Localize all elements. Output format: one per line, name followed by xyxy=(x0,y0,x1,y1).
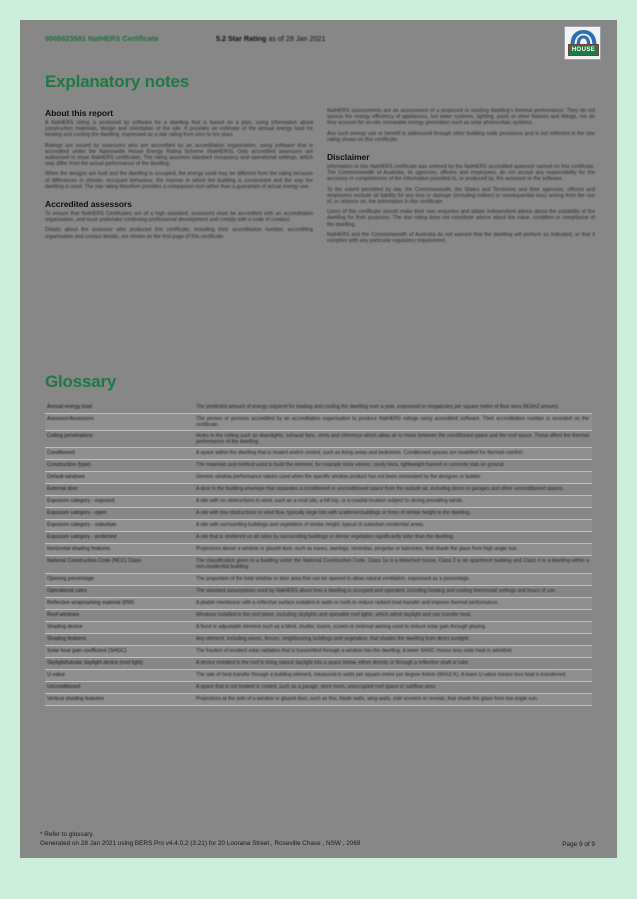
generated-line: Generated on 28 Jan 2021 using BERS Pro v4.4.0.2 (3.21) for 20 Loorana Street , Roseville Chase , NSW , 2069 xyxy=(40,840,361,847)
page-number: Page 9 of 9 xyxy=(562,841,595,848)
glossary-definition: A site that is sheltered on all sides by surrounding buildings or dense vegetation significantly taller than the dwelling. xyxy=(196,534,455,541)
glossary-term: Construction (type) xyxy=(47,462,91,469)
glossary-term: Exposure category - exposed xyxy=(47,498,115,505)
glossary-definition: Any element, including eaves, fences, neighbouring buildings and vegetation, that shades the dwelling from direct sunlight. xyxy=(196,635,470,642)
glossary-definition: The materials and method used to build the element, for example brick veneer, cavity brick, lightweight framed or concrete slab on ground. xyxy=(196,462,505,469)
glossary-term: Exposure category - open xyxy=(47,510,107,517)
notes-paragraph: When the designs are built and the dwelling is occupied, the energy used may be different from the rating because of differences in climate, occupant behaviour, the manner in which the building is constructed and the way the dwelling is used. The star rating therefore provides a comparison tool rather than a guarantee of actual energy use. xyxy=(45,171,313,190)
glossary-row xyxy=(45,574,592,586)
glossary-row xyxy=(45,448,592,460)
glossary-definition: Windows installed in the roof plane, including skylights and openable roof lights, which admit daylight and can transfer heat. xyxy=(196,611,472,618)
glossary-row xyxy=(45,586,592,598)
glossary-term: Roof windows xyxy=(47,611,80,618)
glossary-term: Exposure category - protected xyxy=(47,534,117,541)
notes-paragraph: To the extent permitted by law, the Commonwealth, the States and Territories and their agencies, officers and employees exclude all liability for any loss or damage (including indirect or consequential loss) arising from the use of, or reliance on, the information in this certificate. xyxy=(327,186,595,206)
glossary-row xyxy=(45,508,592,520)
notes-section-heading: Disclaimer xyxy=(327,152,370,163)
page-footer xyxy=(40,830,360,848)
notes-paragraph: Ratings are issued by assessors who are accredited by an accreditation organisation, using software that is accredited under the Nationwide House Energy Rating Scheme (NatHERS). Only accredited assessors are authorised to issue NatHERS certificates. The rating assumes standard occupancy and operational settings, which may differ from the actual performance of the dwelling. xyxy=(45,142,313,168)
glossary-term: Reflective wrap/sarking material (RW) xyxy=(47,599,134,606)
notes-paragraph: A NatHERS rating is produced by software for a dwelling that is based on a plan, using information about construction materials, design and orientation of the site. It provides an estimate of the annual energy load for heating and cooling the dwelling, expressed as a star rating from zero to ten stars. xyxy=(45,120,313,139)
glossary-row xyxy=(45,532,592,544)
nathers-logo xyxy=(564,26,601,60)
notes-paragraph: Details about the assessor who produced this certificate, including their accreditation number, accrediting organisation and contact details, are shown on the first page of this certificate. xyxy=(45,227,313,240)
glossary-footnote: * Refer to glossary. xyxy=(40,831,94,838)
glossary-row xyxy=(45,556,592,573)
glossary-row xyxy=(45,694,592,706)
certificate-page xyxy=(20,20,617,858)
glossary-row xyxy=(45,598,592,610)
glossary-term: Ceiling penetrations xyxy=(47,433,93,440)
glossary-term: Assessor/Assessors xyxy=(47,416,94,422)
notes-paragraph: Users of this certificate should make their own enquiries and obtain independent advice about the suitability of the dwelling for their purposes. The star rating does not constitute advice about the value, condition or compliance of the dwelling. xyxy=(327,209,595,228)
glossary-row xyxy=(45,544,592,556)
glossary-table xyxy=(45,402,592,706)
glossary-term: Shading features xyxy=(47,635,87,642)
notes-paragraph: Information in this NatHERS certificate was entered by the NatHERS accredited assessor named on this certificate. The Commonwealth of Australia, its agencies, officers and employees, do not accept any responsibility for the accuracy or completeness of the information provided to, or produced by, the assessor or the software. xyxy=(327,164,595,183)
glossary-definition: The predicted amount of energy required for heating and cooling the dwelling over a year, expressed in megajoules per square metre of floor area (MJ/m2.annum). xyxy=(196,404,560,410)
star-rating-date: as of 28 Jan 2021 xyxy=(266,34,326,43)
glossary-term: Shading device xyxy=(47,623,83,630)
glossary-definition: The person or persons accredited by an accreditation organisation to produce NatHERS ratings using accredited software. Their accreditation number is recorded on the certificate. xyxy=(196,416,589,429)
glossary-term: U-value xyxy=(47,671,65,678)
glossary-definition: Projections at the side of a window or glazed door, such as fins, blade walls, wing walls, side screens or reveals, that shade the glass from low angle sun. xyxy=(196,695,538,702)
glossary-definition: A site with no obstructions to wind, such as a rural site, a hill top, or a coastal location subject to strong prevailing winds. xyxy=(196,498,464,505)
glossary-row xyxy=(45,658,592,670)
glossary-definition: Projections above a window or glazed door, such as eaves, awnings, verandas, pergolas or balconies, that shade the glass from high angle sun. xyxy=(196,546,518,553)
glossary-term: Vertical shading features xyxy=(47,695,104,702)
notes-left-column xyxy=(45,108,313,249)
notes-section xyxy=(327,108,595,143)
notes-section-heading: About this report xyxy=(45,108,113,118)
notes-paragraph: NatHERS assessments are an assessment of a proposed or existing dwelling's thermal performance. They do not assess the energy efficiency of appliances, hot water systems, lighting, pools or other fixtures and fittings, nor do they account for on-site renewable energy generation such as solar photovoltaic systems. xyxy=(327,108,595,127)
notes-section xyxy=(327,152,595,244)
glossary-row xyxy=(45,634,592,646)
glossary-row xyxy=(45,484,592,496)
notes-section xyxy=(45,199,313,240)
glossary-term: Opening percentage xyxy=(47,575,95,582)
glossary-term: Unconditioned xyxy=(47,683,81,690)
glossary-definition: The fraction of incident solar radiation that is transmitted through a window into the dwelling. A lower SHGC means less solar heat is admitted. xyxy=(196,647,513,654)
glossary-title: Glossary xyxy=(45,372,117,391)
logo-house-label: HOUSE xyxy=(568,44,599,56)
explanatory-notes-title: Explanatory notes xyxy=(45,72,189,91)
glossary-term: Conditioned xyxy=(47,450,75,457)
glossary-definition: Holes in the ceiling such as downlights, exhaust fans, vents and chimneys which allow air to move between the conditioned space and the roof space. These affect the thermal performance of the dwelling. xyxy=(196,433,589,446)
glossary-term: Annual energy load xyxy=(47,404,92,410)
glossary-definition: A fixed or adjustable element such as a blind, shutter, louvre, screen or external awning used to reduce solar gain through glazing. xyxy=(196,623,487,630)
glossary-definition: A space that is not heated or cooled, such as a garage, store room, unoccupied roof space or subfloor area. xyxy=(196,683,437,690)
glossary-definition: The standard assumptions used by NatHERS about how a dwelling is occupied and operated, including heating and cooling thermostat settings and hours of use. xyxy=(196,587,557,594)
notes-paragraph: To ensure that NatHERS Certificates are of a high standard, assessors must be accredited with an accreditation organisation, and must undertake continuing professional development and comply with a code of conduct. xyxy=(45,211,313,224)
glossary-row xyxy=(45,520,592,532)
glossary-definition: The rate of heat transfer through a building element, measured in watts per square metre per degree Kelvin (W/m2.K). A lower U-value means less heat is transferred. xyxy=(196,671,567,678)
glossary-term: Exposure category - suburban xyxy=(47,522,117,529)
notes-right-column xyxy=(327,108,595,253)
notes-paragraph: NatHERS and the Commonwealth of Australia do not warrant that the dwelling will perform as indicated, or that it complies with any particular regulatory requirement. xyxy=(327,231,595,245)
glossary-definition: A site with surrounding buildings and vegetation of similar height, typical of suburban residential areas. xyxy=(196,522,425,529)
glossary-term: National Construction Code (NCC) Class xyxy=(47,558,141,565)
glossary-definition: A space within the dwelling that is heated and/or cooled, such as living areas and bedrooms. Conditioned spaces are modelled for thermal comfort. xyxy=(196,450,524,457)
notes-paragraph: Any such energy use or benefit is addressed through other building code provisions and is not reflected in the star rating shown on this certificate. xyxy=(327,130,595,143)
glossary-definition: The proportion of the total window or door area that can be opened to allow natural ventilation, expressed as a percentage. xyxy=(196,575,471,582)
glossary-term: External door xyxy=(47,486,78,493)
glossary-definition: A device installed in the roof to bring natural daylight into a space below, either directly or through a reflective shaft or tube. xyxy=(196,659,470,666)
glossary-term: Skylight/tubular daylight device (roof light) xyxy=(47,659,144,666)
glossary-row xyxy=(45,646,592,658)
glossary-definition: A site with few obstructions to wind flow, typically large lots with scattered buildings or trees of similar height to the dwelling. xyxy=(196,510,471,517)
notes-section-heading: Accredited assessors xyxy=(45,199,132,210)
glossary-row xyxy=(45,670,592,682)
glossary-row xyxy=(45,682,592,694)
glossary-term: Operational rates xyxy=(47,587,87,594)
glossary-row xyxy=(45,610,592,622)
glossary-row xyxy=(45,402,592,414)
glossary-term: Horizontal shading features xyxy=(47,546,111,553)
glossary-term: Solar heat gain coefficient (SHGC) xyxy=(47,647,127,654)
glossary-definition: A pliable membrane with a reflective surface installed in walls or roofs to reduce radiant heat transfer and improve thermal performance. xyxy=(196,599,499,606)
glossary-definition: A door in the building envelope that separates a conditioned or unconditioned space from the outside air, including doors to garages and other unconditioned spaces. xyxy=(196,486,565,493)
star-rating-header xyxy=(216,34,325,43)
glossary-row xyxy=(45,622,592,634)
glossary-row xyxy=(45,460,592,472)
glossary-row xyxy=(45,472,592,484)
glossary-term: Default windows xyxy=(47,474,85,481)
page-header xyxy=(20,20,617,62)
glossary-row xyxy=(45,496,592,508)
glossary-definition: The classification given to a building under the National Construction Code. Class 1a is a detached house, Class 2 is an apartment building and Class 4 is a dwelling within a non-residential building. xyxy=(196,558,589,571)
glossary-row xyxy=(45,431,592,448)
star-rating-value: 5.2 Star Rating xyxy=(216,34,267,43)
notes-section xyxy=(45,108,313,190)
glossary-row xyxy=(45,414,592,431)
glossary-definition: Generic window performance values used when the specific window product has not been nominated by the designer or builder. xyxy=(196,474,482,481)
certificate-id: 0005623581 NatHERS Certificate xyxy=(45,34,159,43)
